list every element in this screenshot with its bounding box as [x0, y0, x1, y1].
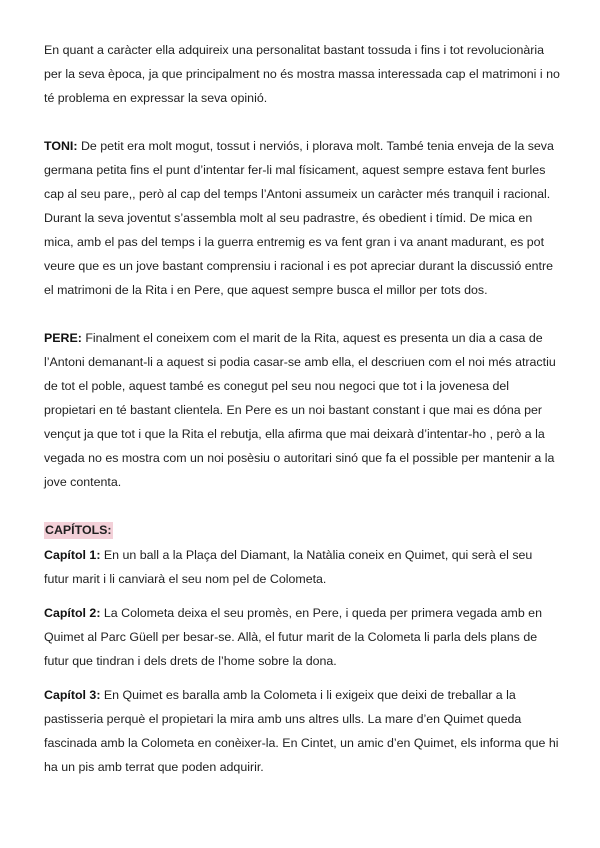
toni-paragraph-2	[44, 206, 560, 302]
chapters-section	[44, 518, 560, 779]
pere-paragraph	[44, 326, 560, 494]
spacer	[44, 494, 560, 518]
chapter-2-paragraph	[44, 601, 560, 673]
chapter-1-text: En un ball a la Plaça del Diamant, la Natàlia coneix en Quimet, qui serà el seu futur marit i li canviarà el seu nom pel de Colometa.	[44, 548, 533, 586]
pere-text: Finalment el coneixem com el marit de la Rita, aquest es presenta un dia a casa de l’Antoni demanant-li a aquest si podia casar-se amb ella, el descriuen com el noi més atractiu de tot el poble, aquest també es conegut pel seu nou negoci que tot i la jovenesa del propietari en té bastant clientela. En Pere es un noi bastant constant i que mai es dóna per vençut ja que tot i que la Rita el rebutja, ella afirma que mai deixarà d’intentar-ho , però a la vegada no es mostra com un noi posèsiu o autoritari sinó que fa el possible per mantenir a la jove contenta.	[44, 331, 556, 489]
chapters-heading: CAPÍTOLS:	[45, 523, 112, 537]
toni-label: TONI:	[44, 139, 78, 153]
spacer	[44, 591, 560, 601]
toni-text-2: Durant la seva joventut s’assembla molt al seu padrastre, és obedient i tímid. De mica en mica, amb el pas del temps i la guerra entremig es va fent gran i va anant madurant, es pot veure que es un jove bastant comprensiu i racional i es pot apreciar durant la discussió entre el matrimoni de la Rita i en Pere, que aquest sempre busca el millor per tots dos.	[44, 211, 553, 297]
chapter-1-paragraph	[44, 543, 560, 591]
toni-paragraph	[44, 134, 560, 206]
chapter-2-label: Capítol 2:	[44, 606, 101, 620]
pere-label: PERE:	[44, 331, 82, 345]
document-page	[44, 38, 560, 779]
chapter-3-text: En Quimet es baralla amb la Colometa i li exigeix que deixi de treballar a la pastisseria perquè el propietari la mira amb uns altres ulls. La mare d’en Quimet queda fascinada amb la Colometa en conèixer-la. En Cintet, un amic d’en Quimet, els informa que hi ha un pis amb terrat que poden adquirir.	[44, 688, 559, 774]
chapter-2-text: La Colometa deixa el seu promès, en Pere, i queda per primera vegada amb en Quimet al Parc Güell per besar-se. Allà, el futur marit de la Colometa li parla dels plans de futur que tindran i dels drets de l’home sobre la dona.	[44, 606, 542, 668]
intro-text: En quant a caràcter ella adquireix una personalitat bastant tossuda i fins i tot revolucionària per la seva època, ja que principalment no és mostra massa interessada cap el matrimoni i no té problema en expressar la seva opinió.	[44, 43, 560, 105]
toni-text: De petit era molt mogut, tossut i nerviós, i plorava molt. També tenia enveja de la seva germana petita fins el punt d’intentar fer-li mal físicament, aquest sempre estava fent burles cap al seu pare,, però al cap del temps l’Antoni assumeix un caràcter més tranquil i racional.	[44, 139, 554, 201]
intro-paragraph	[44, 38, 560, 110]
spacer	[44, 673, 560, 683]
chapter-3-label: Capítol 3:	[44, 688, 101, 702]
spacer	[44, 302, 560, 326]
chapter-1-label: Capítol 1:	[44, 548, 101, 562]
chapter-3-paragraph	[44, 683, 560, 779]
spacer	[44, 110, 560, 134]
